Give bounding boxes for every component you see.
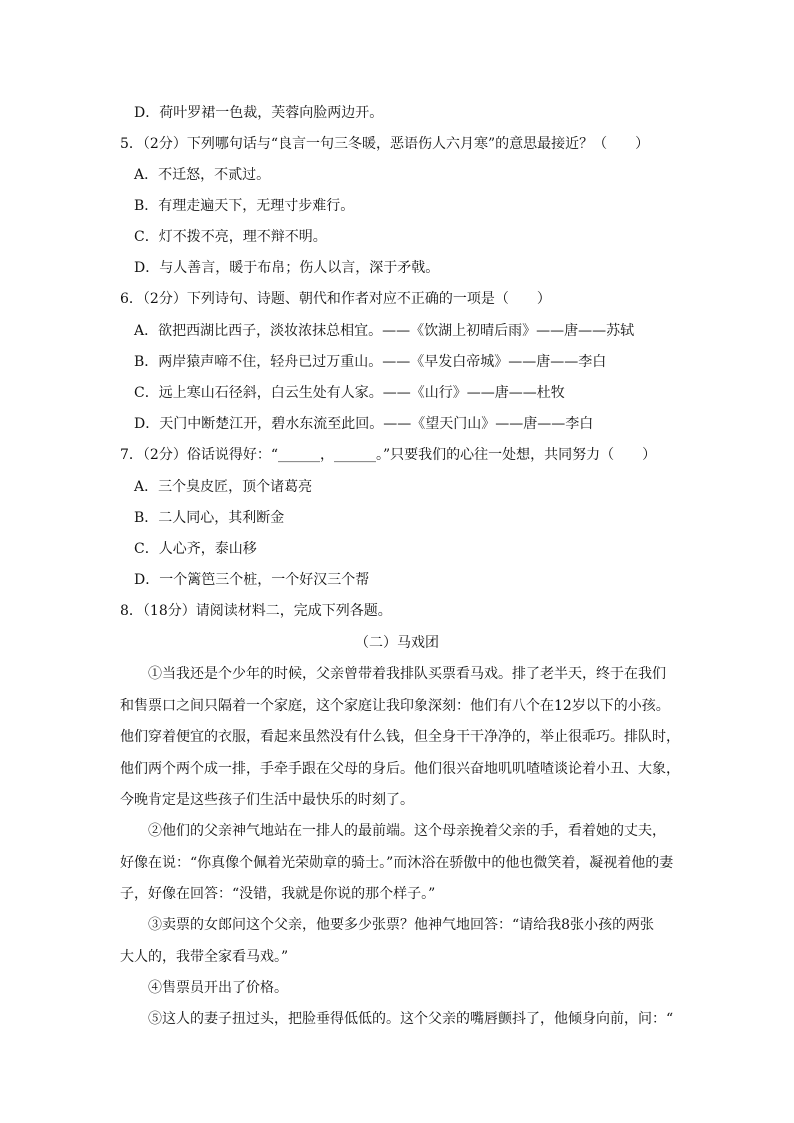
- paragraph-1-line-2: 和售票口之间只隔着一个家庭，这个家庭让我印象深刻：他们有八个在12岁以下的小孩。: [120, 697, 670, 714]
- q6-option-b: B．两岸猿声啼不住，轻舟已过万重山。——《早发白帝城》——唐——李白: [134, 354, 607, 370]
- passage-paragraph-1: [120, 659, 680, 817]
- q7-option-d: D．一个篱笆三个桩，一个好汉三个帮: [134, 572, 370, 588]
- paragraph-1-line-3: 他们穿着便宜的衣服，看起来虽然没有什么钱，但全身干干净净的，举止很乖巧。排队时，: [120, 729, 680, 745]
- q6-option-d: D．天门中断楚江开，碧水东流至此回。——《望天门山》——唐——李白: [134, 416, 594, 432]
- q7-option-a: A．三个臭皮匠，顶个诸葛亮: [134, 479, 313, 495]
- q5-option-c: C．灯不拨不亮，理不辩不明。: [134, 229, 327, 245]
- q5-option-b: B．有理走遍天下，无理寸步难行。: [134, 198, 355, 214]
- paragraph-2-line-1: ②他们的父亲神气地站在一排人的最前端。这个母亲挽着父亲的手，看着她的丈夫，: [148, 823, 666, 839]
- q6-option-c: C．远上寒山石径斜，白云生处有人家。——《山行》——唐——杜牧: [134, 385, 565, 401]
- q4-option-d: D．荷叶罗裙一色裁，芙蓉向脸两边开。: [134, 105, 384, 121]
- q7-option-b: B．二人同心，其利断金: [134, 510, 285, 526]
- q5-option-a: A．不迁怒，不贰过。: [134, 167, 271, 183]
- paragraph-1-line-1: ①当我还是个少年的时候，父亲曾带着我排队买票看马戏。排了老半天，终于在我们: [148, 666, 666, 682]
- passage-paragraph-4: [120, 973, 674, 1005]
- passage-paragraph-5: [120, 1004, 674, 1036]
- paragraph-3-line-2: 大人的，我带全家看马戏。”: [120, 948, 289, 965]
- q8-stem: 8．（18分）请阅读材料二，完成下列各题。: [120, 603, 392, 619]
- q7-option-c: C．人心齐，泰山移: [134, 541, 257, 557]
- q5-stem: 5．（2分）下列哪句话与“良言一句三冬暖，恶语伤人六月寒”的意思最接近？（ ）: [120, 136, 650, 152]
- paragraph-5-line-1: ⑤这人的妻子扭过头，把脸垂得低低的。这个父亲的嘴唇颤抖了，他倾身向前，问：“: [148, 1011, 674, 1027]
- passage-paragraph-3: [120, 910, 674, 973]
- q6-stem: 6．（2分）下列诗句、诗题、朝代和作者对应不正确的一项是（ ）: [120, 291, 551, 307]
- paragraph-2-line-3: 子，好像在回答：“没错，我就是你说的那个样子。”: [120, 886, 436, 902]
- q6-option-a: A．欲把西湖比西子，淡妆浓抹总相宜。——《饮湖上初晴后雨》——唐——苏轼: [134, 323, 635, 339]
- paragraph-2-line-2: 好像在说：“你真像个佩着光荣勋章的骑士。”而沐浴在骄傲中的他也微笑着，凝视着他的妻: [120, 854, 674, 871]
- q5-option-d: D．与人善言，暖于布帛；伤人以言，深于矛戟。: [134, 260, 440, 276]
- passage-title: （二）马戏团: [355, 635, 439, 651]
- passage-paragraph-2: [120, 816, 674, 911]
- paragraph-4-line-1: ④售票员开出了价格。: [148, 980, 288, 996]
- paragraph-1-line-5: 今晚肯定是这些孩子们生活中最快乐的时刻了。: [120, 792, 414, 808]
- paragraph-3-line-1: ③卖票的女郎问这个父亲，他要多少张票？他神气地回答：“请给我8张小孩的两张: [148, 917, 655, 933]
- paragraph-1-line-4: 他们两个两个成一排，手牵手跟在父母的身后。他们很兴奋地叽叽喳喳谈论着小丑、大象，: [120, 760, 680, 777]
- q7-stem: 7．（2分）俗话说得好：“______，______。”只要我们的心往一处想，共同努力（ ）: [120, 447, 657, 463]
